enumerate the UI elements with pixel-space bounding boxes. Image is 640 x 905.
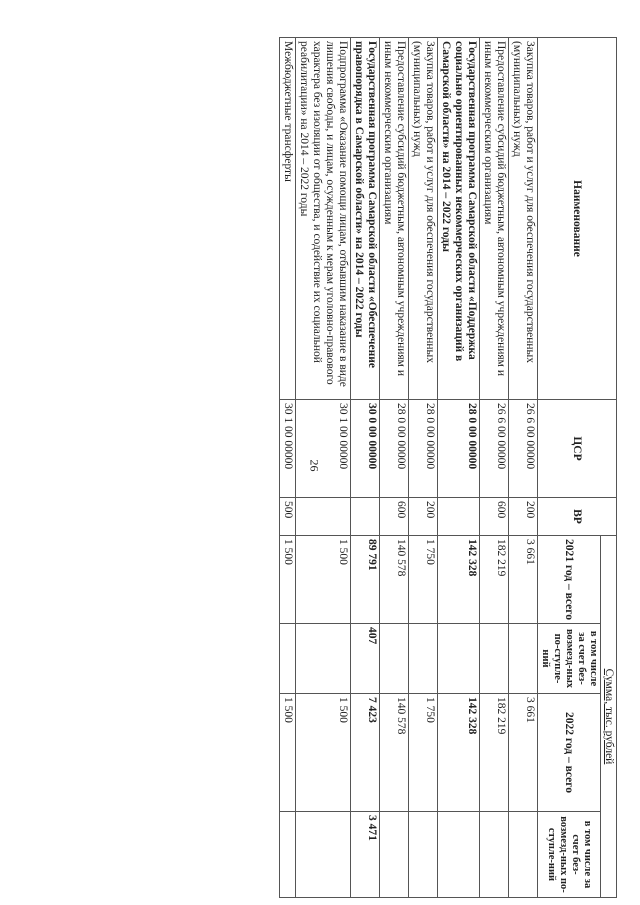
cell-y2022: 1 500	[296, 694, 351, 812]
col-header-vr: ВР	[538, 498, 617, 536]
cell-name: Предоставление субсидий бюджетным, автономным учреждениям и иным некоммерческим организациям	[480, 38, 509, 400]
cell-y2021: 1 500	[280, 536, 296, 624]
col-header-2021-free: в том числе за счет без-возмезд-ных по-ступле-ний	[538, 624, 601, 694]
page-number: 26	[307, 459, 322, 472]
cell-y2022: 142 328	[438, 694, 480, 812]
cell-csr: 28 0 00 00000	[438, 400, 480, 498]
cell-vr: 200	[409, 498, 438, 536]
cell-y2021-free	[296, 624, 351, 694]
cell-name: Подпрограмма «Оказание помощи лицам, отбывшим наказание в виде лишения свободы, и лицам, осужденным к мерам уголовно-правового характера без изоляции от общества, и содействие их социальной реабилитации» на 2014 – 2022 годы	[296, 38, 351, 400]
cell-y2022-free	[438, 812, 480, 898]
cell-y2021: 142 328	[438, 536, 480, 624]
cell-name: Межбюджетные трансферты	[280, 38, 296, 400]
cell-name: Закупка товаров, работ и услуг для обеспечения государственных (муниципальных) нужд	[409, 38, 438, 400]
cell-y2021-free	[280, 624, 296, 694]
cell-y2021-free	[480, 624, 509, 694]
col-header-name: Наименование	[538, 38, 617, 400]
col-header-2022-total: 2022 год – всего	[538, 694, 601, 812]
cell-vr	[351, 498, 380, 536]
cell-csr: 28 0 00 00000	[409, 400, 438, 498]
col-header-csr: ЦСР	[538, 400, 617, 498]
cell-y2022: 1 750	[409, 694, 438, 812]
table-row	[280, 38, 296, 898]
cell-y2022-free: 3 471	[351, 812, 380, 898]
table-row	[351, 38, 380, 898]
cell-name: Государственная программа Самарской области «Поддержка социально ориентированных некоммерческих организаций в Самарской области» на 2014 – 2022 годы	[438, 38, 480, 400]
cell-csr: 28 0 00 00000	[380, 400, 409, 498]
cell-y2022-free	[380, 812, 409, 898]
cell-y2021: 1 750	[409, 536, 438, 624]
cell-csr: 30 0 00 00000	[351, 400, 380, 498]
budget-table	[279, 37, 617, 898]
table-row	[480, 38, 509, 898]
cell-y2022: 3 661	[509, 694, 538, 812]
cell-vr: 600	[380, 498, 409, 536]
cell-y2022-free	[480, 812, 509, 898]
table-row	[380, 38, 409, 898]
cell-y2022: 182 219	[480, 694, 509, 812]
cell-y2022-free	[509, 812, 538, 898]
cell-vr	[438, 498, 480, 536]
table-body	[280, 38, 538, 898]
cell-y2022-free	[280, 812, 296, 898]
cell-csr: 26 6 00 00000	[480, 400, 509, 498]
rotated-page	[157, 37, 617, 897]
cell-y2021-free	[509, 624, 538, 694]
header-row-1	[601, 38, 617, 898]
table-row	[438, 38, 480, 898]
cell-y2021-free	[438, 624, 480, 694]
table-row	[509, 38, 538, 898]
cell-y2021: 1 500	[296, 536, 351, 624]
cell-name: Закупка товаров, работ и услуг для обеспечения государственных (муниципальных) нужд	[509, 38, 538, 400]
cell-vr: 600	[480, 498, 509, 536]
cell-y2021-free	[409, 624, 438, 694]
cell-csr: 30 1 00 00000	[280, 400, 296, 498]
cell-y2022-free	[409, 812, 438, 898]
cell-name: Государственная программа Самарской области «Обеспечение правопорядка в Самарской области» на 2014 – 2022 годы	[351, 38, 380, 400]
cell-vr	[296, 498, 351, 536]
cell-y2021: 140 578	[380, 536, 409, 624]
col-header-sum: Сумма, тыс. рублей	[601, 536, 617, 898]
cell-y2022: 1 500	[280, 694, 296, 812]
col-header-2021-total: 2021 год – всего	[538, 536, 601, 624]
cell-csr: 26 6 00 00000	[509, 400, 538, 498]
cell-y2021: 89 791	[351, 536, 380, 624]
table-row	[296, 38, 351, 898]
table-row	[409, 38, 438, 898]
cell-y2022: 7 423	[351, 694, 380, 812]
cell-vr: 500	[280, 498, 296, 536]
cell-y2021-free: 407	[351, 624, 380, 694]
cell-y2021: 3 661	[509, 536, 538, 624]
cell-csr: 30 1 00 00000	[296, 400, 351, 498]
cell-y2022-free	[296, 812, 351, 898]
cell-y2021-free	[380, 624, 409, 694]
cell-vr: 200	[509, 498, 538, 536]
cell-y2021: 182 219	[480, 536, 509, 624]
cell-y2022: 140 578	[380, 694, 409, 812]
col-header-2022-free: в том числе за счет без-возмезд-ных по-ступле-ний	[538, 812, 601, 898]
cell-name: Предоставление субсидий бюджетным, автономным учреждениям и иным некоммерческим организациям	[380, 38, 409, 400]
